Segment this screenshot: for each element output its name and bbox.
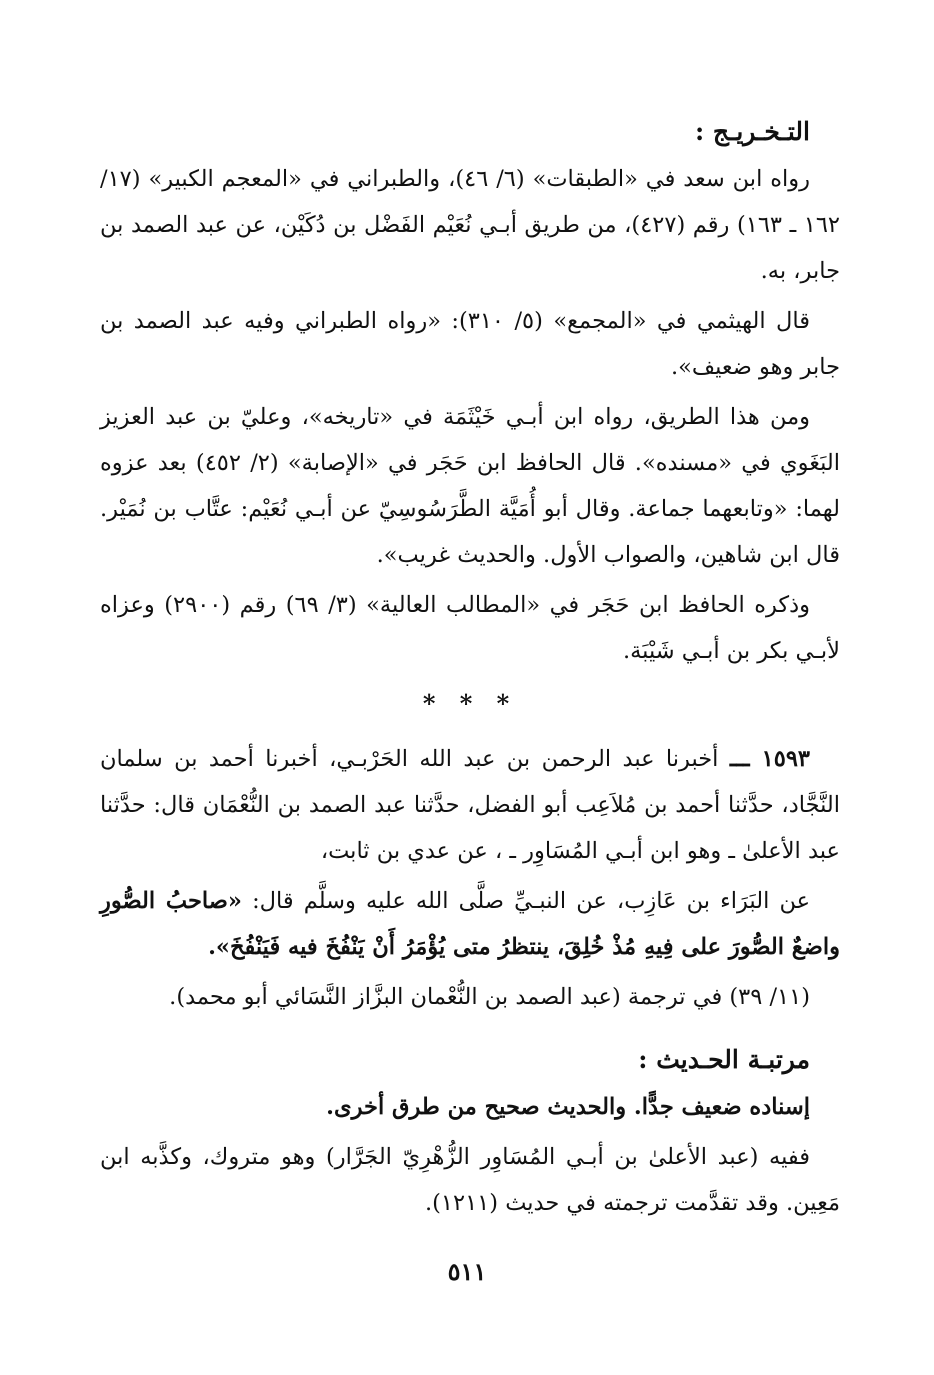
page-number: ٥١١ [447,1257,487,1286]
hadith-matn-intro: عن البَرَاء بن عَازِب، عن النبـيِّ صلَّى الله عليه وسلَّم قال: [252,888,810,914]
rutba-verdict: إسناده ضعيف جدًّا. والحديث صحيح من طرق أخرى. [326,1094,810,1120]
takhrij-paragraph-2: قال الهيثمي في «المجمع» (٥/ ٣١٠): «رواه الطبراني وفيه عبد الصمد بن جابر وهو ضعيف». [100,308,840,380]
takhrij-heading: التـخـريـج : [694,117,810,146]
hadith-isnad-text: أخبرنا عبد الرحمن بن عبد الله الحَرْبـي، أخبرنا أحمد بن سلمان النَّجَّاد، حدَّثنا أحمد بن مُلاَعِب أبو الفضل، حدَّثنا عبد الصمد بن النُّعْمَان قال: حدَّثنا عبد الأعلىٰ ـ وهو ابن أبـي المُسَاوِر ـ ، عن عدي بن ثابت، [100,746,840,864]
hadith-isnad [100,736,840,874]
hadith-number: ١٥٩٣ ـــ [729,746,810,772]
hadith-matn-text: «صاحبُ الصُّورِ واضعٌ الصُّورَ على فِيهِ مُذْ خُلِقَ، ينتظرُ متى يُؤْمَرُ أَنْ يَنْفُخَ فيه فَيَنْفُخَ». [100,888,840,960]
takhrij-paragraph-4: وذكره الحافظ ابن حَجَر في «المطالب العالية» (٣/ ٦٩) رقم (٢٩٠٠) وعزاه لأبـي بكر بن أبـي شَيْبَة. [100,592,840,664]
hadith-matn [100,878,840,970]
page-body [100,100,840,1230]
section-divider: * * * [422,689,518,718]
rutba-heading: مرتبـة الحـديث : [638,1045,810,1074]
rutba-reason: ففيه (عبد الأعلىٰ بن أبـي المُسَاوِر الزُّهْرِيّ الجَرَّار) وهو متروك، وكذَّبه ابن مَعِين. وقد تقدَّمت ترجمته في حديث (١٢١١). [100,1144,840,1216]
takhrij-paragraph-1: رواه ابن سعد في «الطبقات» (٦/ ٤٦)، والطبراني في «المعجم الكبير» (١٧/ ١٦٢ ـ ١٦٣) رقم (٤٢٧)، من طريق أبـي نُعَيْم الفَضْل بن دُكَيْن، عن عبد الصمد بن جابر، به. [100,166,840,284]
hadith-source: (١١/ ٣٩) في ترجمة (عبد الصمد بن النُّعْمان البزَّاز النَّسَائي أبو محمد). [169,984,810,1010]
takhrij-paragraph-3: ومن هذا الطريق، رواه ابن أبـي خَيْثَمَة في «تاريخه»، وعليّ بن عبد العزيز البَغَوي في «مسنده». قال الحافظ ابن حَجَر في «الإصابة» (٢/ ٤٥٢) بعد عزوه لهما: «وتابعهما جماعة. وقال أبو أُمَيَّة الطَّرَسُوسِيّ عن أبـي نُعَيْم: عتَّاب بن نُمَيْر. قال ابن شاهين، والصواب الأول. والحديث غريب». [100,404,840,568]
